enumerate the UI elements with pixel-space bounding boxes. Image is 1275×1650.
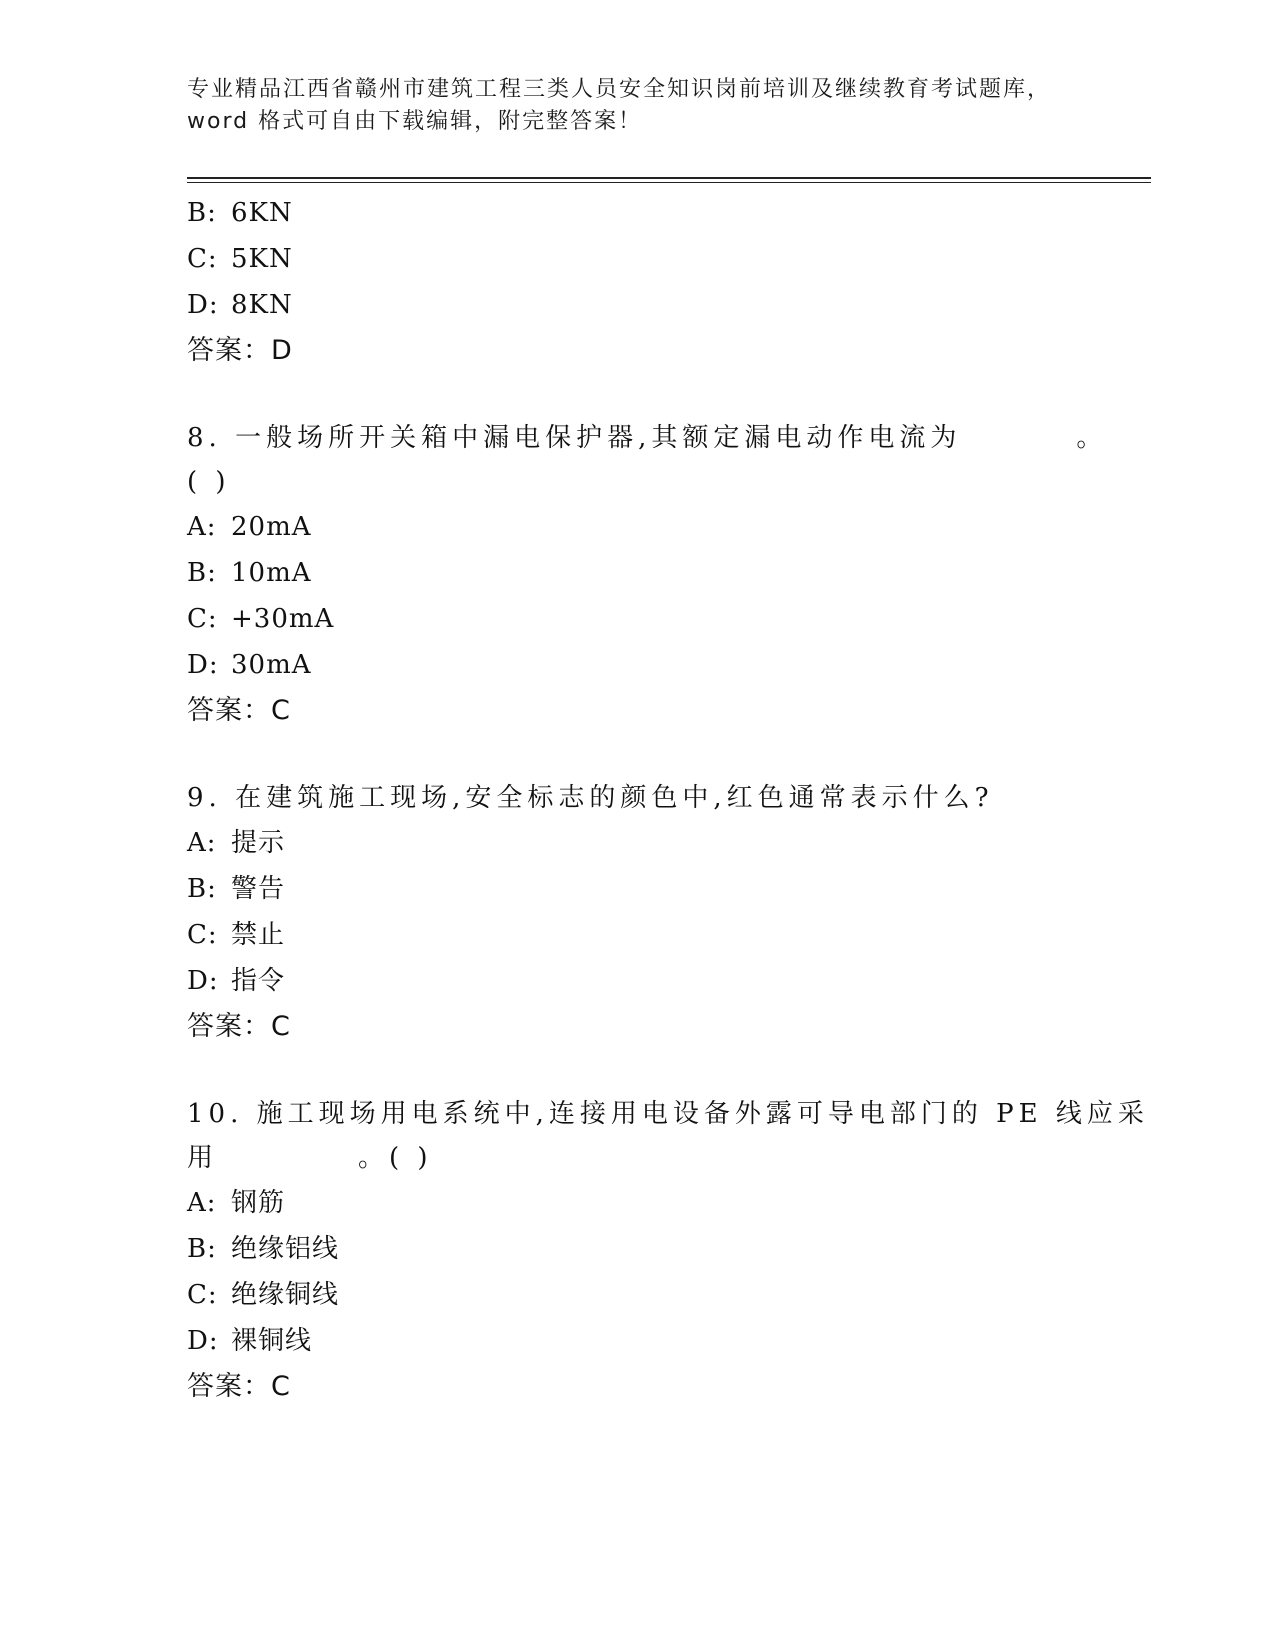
question-8	[187, 416, 1107, 734]
option-b: B: 10mA	[187, 558, 312, 588]
question-8-bracket: ( )	[187, 467, 231, 497]
option-b: B: 警告	[187, 874, 286, 904]
option-d: D: 指令	[187, 966, 286, 996]
document-body	[187, 190, 1149, 1410]
question-8-text: 8. 一般场所开关箱中漏电保护器,其额定漏电动作电流为 。	[187, 423, 1108, 453]
option-c: C: 绝缘铜线	[187, 1280, 340, 1310]
option-d: D: 裸铜线	[187, 1326, 313, 1356]
header-divider-top	[187, 177, 1151, 179]
option-d: D: 30mA	[187, 650, 312, 680]
question-9-answer: 答案：C	[187, 1011, 291, 1042]
option-a: A: 20mA	[187, 512, 312, 542]
question-10-text-cont: 用 。( )	[187, 1143, 433, 1173]
option-b: B: 6KN	[187, 198, 293, 228]
header-line-2: word 格式可自由下载编辑，附完整答案！	[187, 109, 643, 134]
header-line-1: 专业精品江西省赣州市建筑工程三类人员安全知识岗前培训及继续教育考试题库，	[187, 77, 1052, 102]
option-c: C: 禁止	[187, 920, 286, 950]
option-a: A: 提示	[187, 828, 286, 858]
option-d: D: 8KN	[187, 290, 293, 320]
question-10-text: 10. 施工现场用电系统中,连接用电设备外露可导电部门的 PE 线应采	[187, 1099, 1149, 1129]
header-divider-bottom	[187, 182, 1151, 183]
option-c: C: +30mA	[187, 604, 335, 634]
prev-question-options	[187, 190, 1107, 328]
question-10	[187, 1092, 1149, 1410]
question-9-text: 9. 在建筑施工现场,安全标志的颜色中,红色通常表示什么?	[187, 783, 994, 813]
question-8-answer: 答案：C	[187, 695, 291, 726]
question-10-answer: 答案：C	[187, 1371, 291, 1402]
option-a: A: 钢筋	[187, 1188, 286, 1218]
option-c: C: 5KN	[187, 244, 293, 274]
question-9	[187, 776, 1107, 1050]
prev-question-answer: 答案：D	[187, 335, 293, 366]
option-b: B: 绝缘铝线	[187, 1234, 340, 1264]
document-header	[187, 74, 1087, 138]
